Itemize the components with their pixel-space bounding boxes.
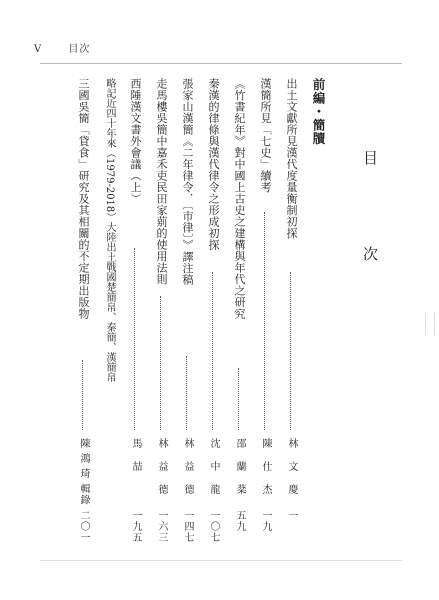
entry-page: 一四七	[182, 510, 193, 543]
entry-page: 一九五	[130, 510, 141, 543]
entry-author: 林 益 德	[182, 438, 193, 500]
entry-page: 五九	[234, 510, 245, 532]
dot-leader	[82, 360, 83, 430]
entry-page: 一〇七	[208, 510, 219, 543]
toc-entry[interactable]	[205, 78, 221, 548]
section-heading-column	[310, 78, 326, 548]
entry-author: 林 益 德	[156, 438, 167, 500]
toc-entry[interactable]	[75, 78, 91, 548]
entry-title: 西陲漢文書外會議（上）	[129, 78, 142, 205]
entry-title: 略記近四十年來（1979-2018）大陸出土戰國楚簡帛、秦簡、漢簡帛	[104, 78, 115, 383]
running-header	[34, 40, 90, 55]
page-number: V	[34, 44, 43, 55]
entry-page: 一九	[260, 510, 271, 532]
table-of-contents	[58, 78, 338, 548]
running-title: 目次	[68, 44, 91, 55]
entry-page: 二〇一	[78, 510, 89, 543]
entry-author: 沈 中 龍	[208, 438, 219, 500]
dot-leader	[212, 272, 213, 430]
dot-leader	[186, 356, 187, 430]
dot-leader	[264, 212, 265, 430]
entry-title: 秦漢的律條與漢代律令之形成初探	[207, 78, 220, 251]
toc-entry[interactable]	[153, 78, 169, 548]
dot-leader	[134, 248, 135, 430]
entry-author: 陳 仕 杰	[260, 438, 271, 500]
entry-page: 一	[286, 510, 297, 521]
entry-title: 出土文獻所見漢代度量衡制初探	[285, 78, 298, 239]
entry-author: 邵 蘭 棻	[234, 438, 245, 500]
toc-entry[interactable]	[101, 78, 117, 548]
entry-author: 陳 鴻 琦 輯錄	[78, 438, 89, 506]
entry-title: 漢簡所見「七史」續考	[259, 78, 272, 193]
footer-rule	[40, 560, 402, 561]
entry-page: 一六三	[156, 510, 167, 543]
page-edge-mark	[425, 313, 435, 335]
entry-title: 張家山漢簡《二年律令．〔市律〕》譯注稿	[181, 78, 194, 286]
toc-entry[interactable]	[231, 78, 247, 548]
toc-entry[interactable]	[283, 78, 299, 548]
entry-title: 《竹書紀年》對中國上古史之建構與年代之研究	[233, 78, 246, 320]
toc-entry[interactable]	[257, 78, 273, 548]
dot-leader	[160, 296, 161, 430]
entry-title: 三國吳簡「貸食」研究及其相關的不定期出版物	[77, 78, 90, 320]
dot-leader	[290, 272, 291, 430]
section-heading: 前編・簡牘	[311, 78, 326, 146]
entry-author: 馬 喆	[130, 438, 141, 477]
entry-title: 走馬樓吳簡中嘉禾吏民田家莂的使用法則	[155, 78, 168, 285]
entry-author: 林 文 慶	[286, 438, 297, 500]
header-rule	[40, 63, 402, 64]
toc-entry[interactable]	[127, 78, 143, 548]
dot-leader	[238, 368, 239, 430]
page-title: 目 次	[361, 150, 379, 299]
toc-entry[interactable]	[179, 78, 195, 548]
